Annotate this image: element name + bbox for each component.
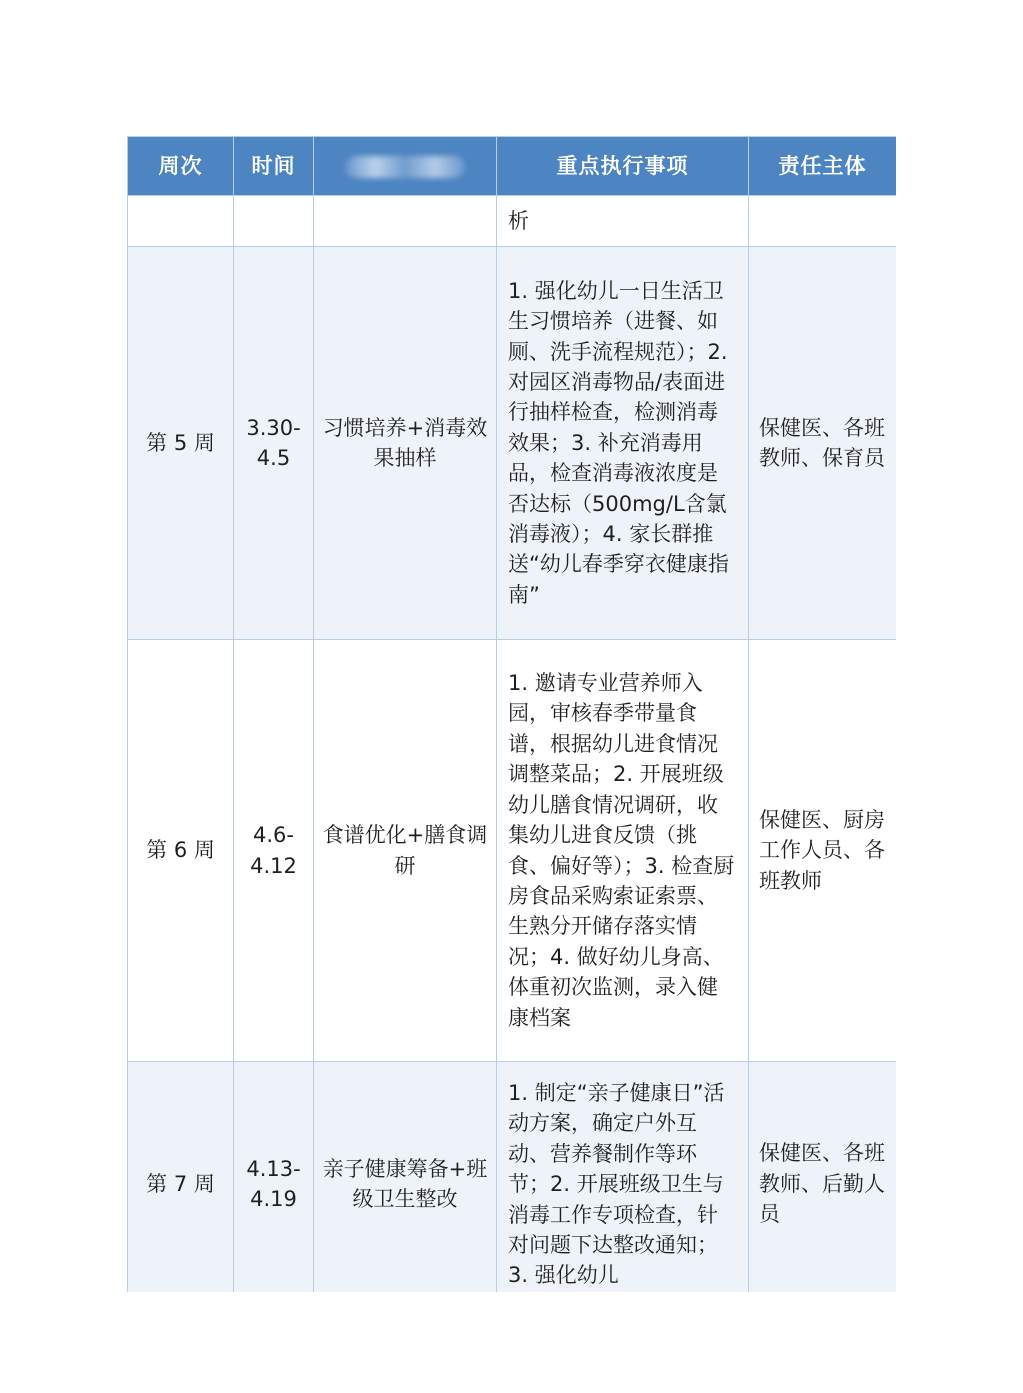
cell-week: 第 5 周	[128, 247, 234, 640]
cell-time: 3.30-4.5	[234, 247, 314, 640]
cell-tasks: 1. 邀请专业营养师入园，审核春季带量食谱，根据幼儿进食情况调整菜品；2. 开展班级幼儿膳食情况调研，收集幼儿进食反馈（挑食、偏好等）；3. 检查厨房食品采购索证索票、生熟分开储存落实情况；4. 做好幼儿身高、体重初次监测，录入健康档案	[497, 640, 749, 1062]
cell-theme	[314, 196, 497, 247]
cell-owner: 保健医、厨房工作人员、各班教师	[749, 640, 897, 1062]
cell-owner	[749, 196, 897, 247]
table-row-continuation	[128, 196, 897, 247]
cell-time: 4.13-4.19	[234, 1062, 314, 1293]
cell-theme: 习惯培养+消毒效果抽样	[314, 247, 497, 640]
table-row-week-5	[128, 247, 897, 640]
table-header	[128, 137, 897, 196]
cell-week: 第 7 周	[128, 1062, 234, 1293]
cell-tasks: 1. 强化幼儿一日生活卫生习惯培养（进餐、如厕、洗手流程规范）；2. 对园区消毒物品/表面进行抽样检查，检测消毒效果；3. 补充消毒用品，检查消毒液浓度是否达标（500mg/L含氯消毒液）；4. 家长群推送“幼儿春季穿衣健康指南”	[497, 247, 749, 640]
cell-time: 4.6-4.12	[234, 640, 314, 1062]
cell-owner: 保健医、各班教师、保育员	[749, 247, 897, 640]
cell-tasks: 1. 制定“亲子健康日”活动方案，确定户外互动、营养餐制作等环节；2. 开展班级卫生与消毒工作专项检查，针对问题下达整改通知；3. 强化幼儿	[497, 1062, 749, 1293]
header-time: 时间	[234, 137, 314, 196]
table-row-week-6	[128, 640, 897, 1062]
table-row-week-7	[128, 1062, 897, 1293]
schedule-table-wrapper	[127, 136, 896, 1292]
cell-theme: 食谱优化+膳食调研	[314, 640, 497, 1062]
header-week: 周次	[128, 137, 234, 196]
header-row	[128, 137, 897, 196]
health-work-schedule-table	[127, 136, 896, 1292]
header-owner: 责任主体	[749, 137, 897, 196]
blurred-header-text	[345, 156, 465, 178]
cell-owner: 保健医、各班教师、后勤人员	[749, 1062, 897, 1293]
header-tasks: 重点执行事项	[497, 137, 749, 196]
header-theme-blurred	[314, 137, 497, 196]
cell-tasks: 析	[497, 196, 749, 247]
cell-week: 第 6 周	[128, 640, 234, 1062]
cell-time	[234, 196, 314, 247]
cell-week	[128, 196, 234, 247]
cell-theme: 亲子健康筹备+班级卫生整改	[314, 1062, 497, 1293]
